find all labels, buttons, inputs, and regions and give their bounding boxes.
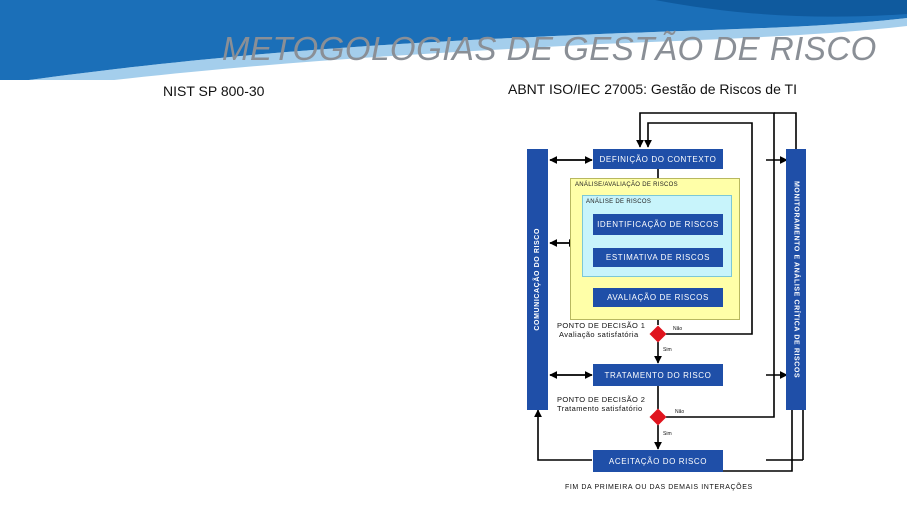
- identification-box: IDENTIFICAÇÃO DE RISCOS: [593, 214, 723, 235]
- decision2-title: PONTO DE DECISÃO 2: [557, 395, 646, 404]
- decision1-sub: Avaliação satisfatória: [559, 330, 639, 339]
- context-box: DEFINIÇÃO DO CONTEXTO: [593, 149, 723, 169]
- acceptance-box: ACEITAÇÃO DO RISCO: [593, 450, 723, 472]
- decision2-no-label: Não: [675, 409, 685, 415]
- decision1-title: PONTO DE DECISÃO 1: [557, 321, 646, 330]
- end-label: FIM DA PRIMEIRA OU DAS DEMAIS INTERAÇÕES: [565, 484, 753, 491]
- monitoring-bar: [786, 149, 806, 410]
- decision2-yes-label: Sim: [663, 431, 672, 437]
- decision1-yes-label: Sim: [663, 347, 672, 353]
- nist-label: NIST SP 800-30: [163, 83, 265, 99]
- iso-label: ABNT ISO/IEC 27005: Gestão de Riscos de TI: [508, 81, 797, 97]
- monitoring-label: MONITORAMENTO E ANÁLISE CRÍTICA DE RISCOS: [792, 180, 800, 379]
- communication-label: COMUNICAÇÃO DO RISCO: [534, 228, 541, 331]
- analysis-evaluation-label: ANÁLISE/AVALIAÇÃO DE RISCOS: [575, 182, 678, 188]
- slide-title: METOGOLOGIAS DE GESTÃO DE RISCO: [222, 30, 877, 67]
- communication-bar: [527, 149, 548, 410]
- analysis-label: ANÁLISE DE RISCOS: [586, 199, 652, 205]
- decision2-sub: Tratamento satisfatório: [557, 404, 643, 413]
- treatment-box: TRATAMENTO DO RISCO: [593, 364, 723, 386]
- risk-process-diagram: [520, 105, 810, 505]
- estimation-box: ESTIMATIVA DE RISCOS: [593, 248, 723, 267]
- decision1-no-label: Não: [673, 326, 683, 332]
- evaluation-box: AVALIAÇÃO DE RISCOS: [593, 288, 723, 307]
